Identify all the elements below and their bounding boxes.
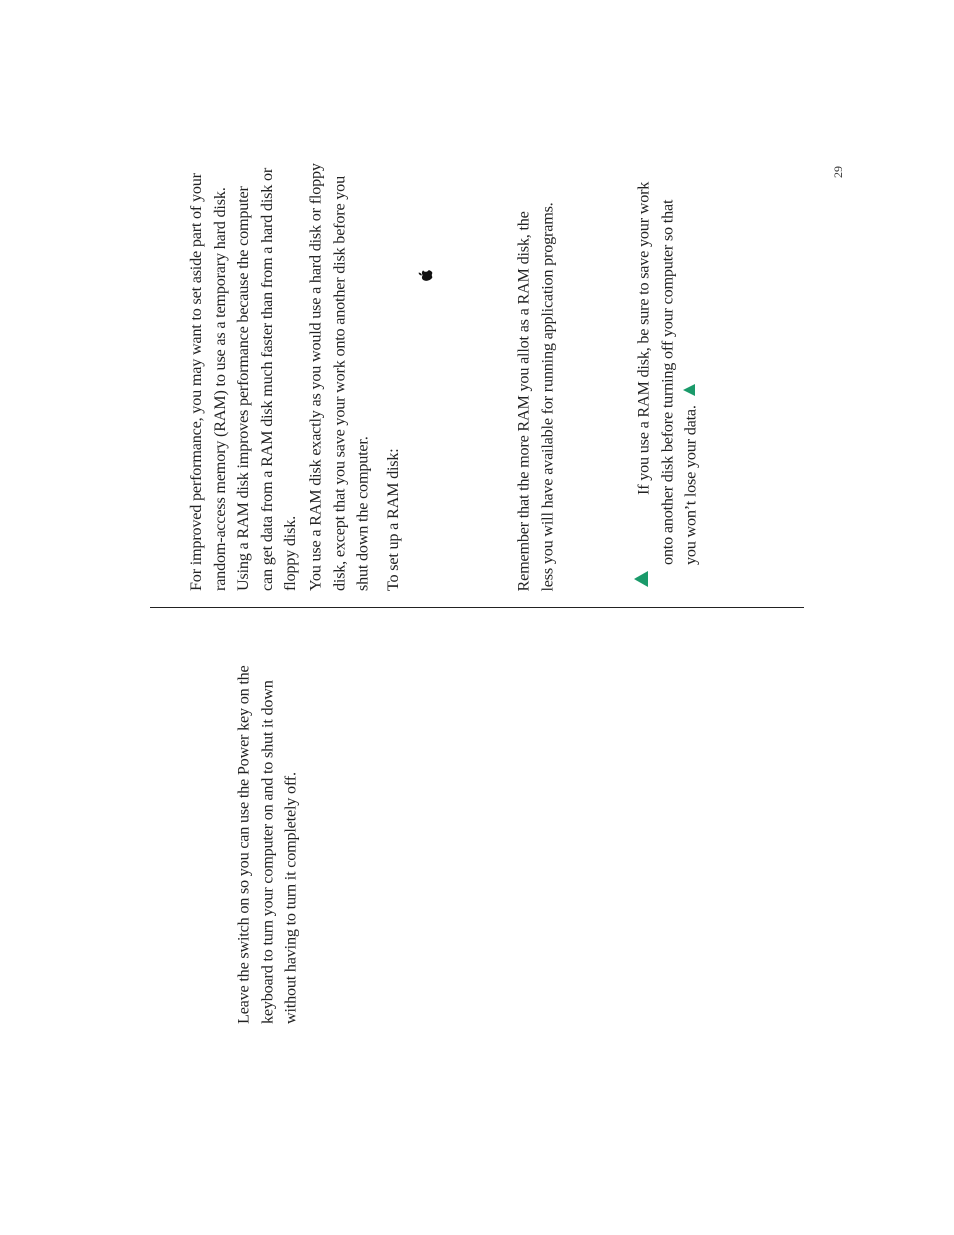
switch-line: Leave the switch on so you can use the Power key on the: [234, 665, 253, 1024]
warning-triangle-icon: [632, 570, 650, 588]
apple-icon: [417, 267, 433, 283]
intro-line: Using a RAM disk improves performance because the computer: [234, 186, 253, 591]
switch-line: keyboard to turn your computer on and to shut it down: [258, 680, 277, 1024]
setup-line: To set up a RAM disk:: [384, 448, 403, 591]
section-divider: [150, 607, 804, 608]
page-number: 29: [831, 166, 845, 178]
intro-line: For improved performance, you may want to set aside part of your: [187, 173, 206, 591]
warning-line: onto another disk before turning off your computer so that: [658, 199, 677, 565]
warning-line: If you use a RAM disk, be sure to save your work: [634, 181, 653, 495]
usage-line: You use a RAM disk exactly as you would use a hard disk or floppy: [306, 163, 325, 591]
ram-disk-intro-paragraph: [184, 165, 304, 591]
intro-line: random-access memory (RAM) to use as a temporary hard disk.: [210, 187, 229, 591]
ram-disk-usage-paragraph: [304, 165, 376, 591]
usage-line: disk, except that you save your work onto another disk before you: [330, 176, 349, 591]
switch-line: without having to turn it completely off.: [281, 772, 300, 1024]
remember-line: Remember that the more RAM you allot as a RAM disk, the: [514, 210, 533, 591]
warning-end-triangle-icon: [682, 383, 696, 397]
warning-paragraph: [632, 181, 704, 565]
ram-disk-setup-heading: [382, 448, 406, 591]
remember-line: less you will have available for running application programs.: [538, 201, 556, 591]
usage-line: shut down the computer.: [353, 436, 372, 591]
intro-line: can get data from a RAM disk much faster than from a hard disk or: [257, 167, 276, 591]
warning-line: you won’t lose your data.: [681, 405, 700, 565]
ram-allotment-note: [512, 178, 560, 591]
power-key-paragraph: [232, 658, 304, 1024]
intro-line: floppy disk.: [281, 516, 300, 591]
